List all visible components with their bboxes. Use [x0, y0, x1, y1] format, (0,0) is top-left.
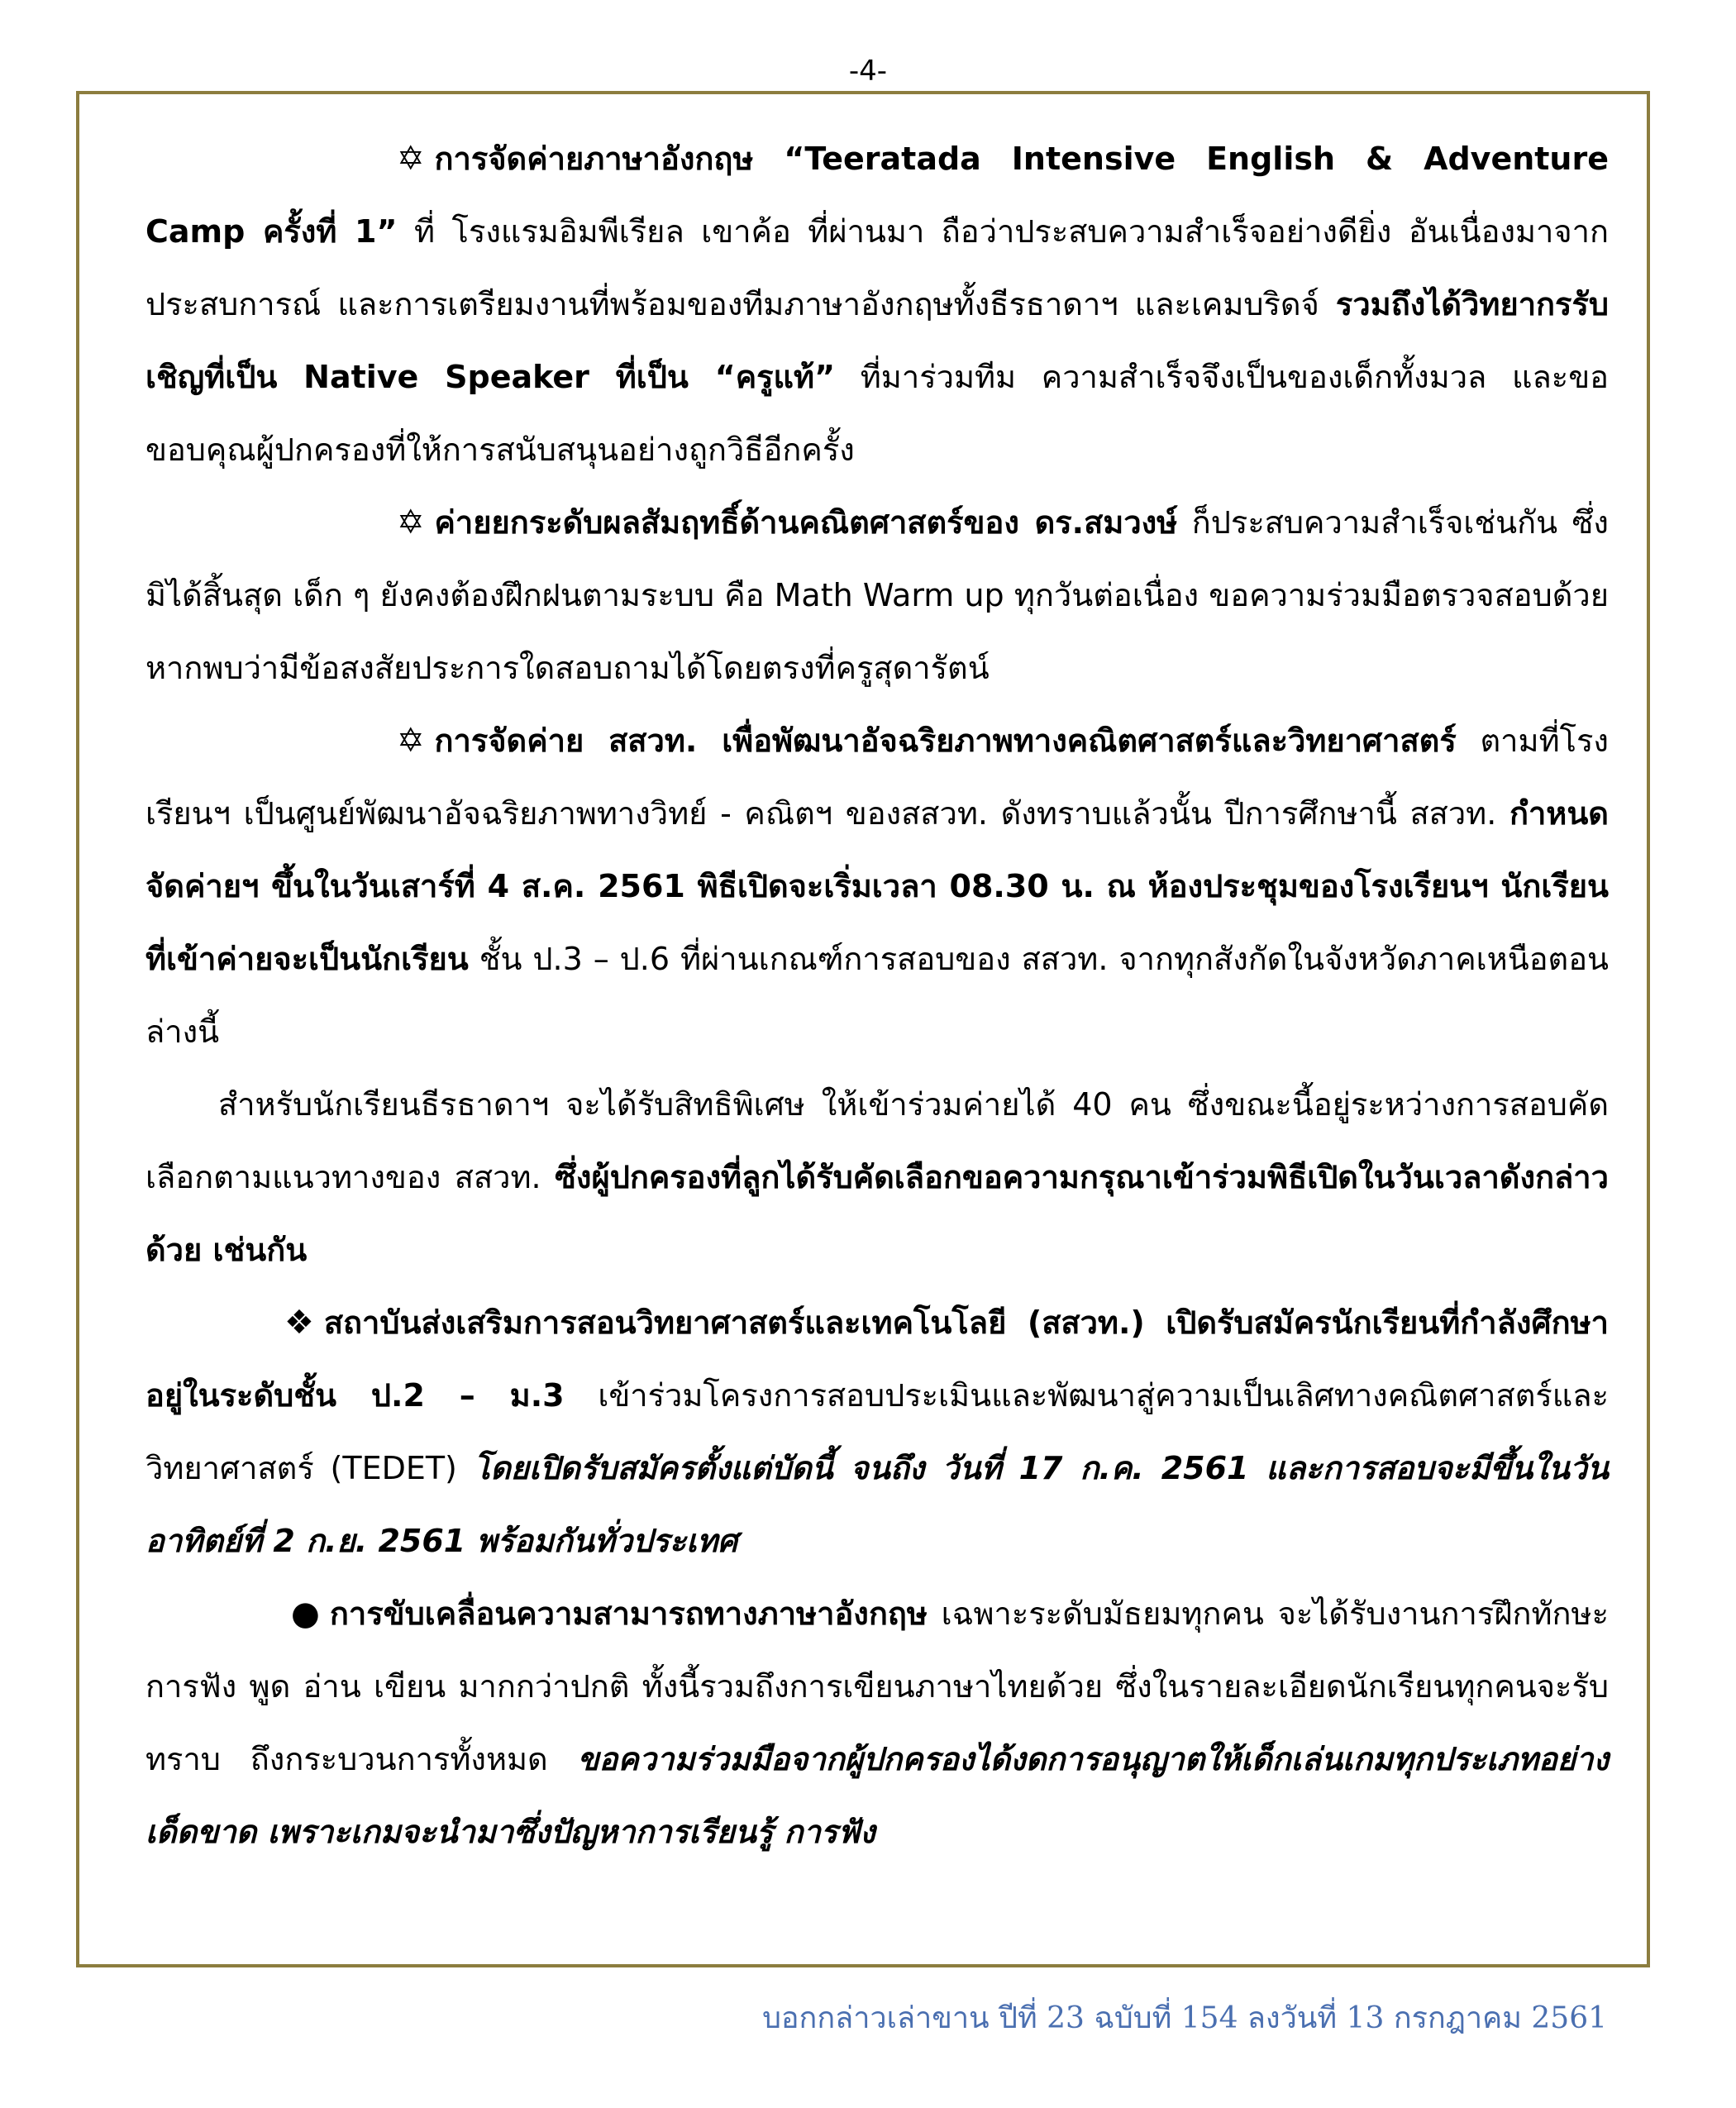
ipst-camp-title: การจัดค่าย สสวท. เพื่อพัฒนาอัจฉริยภาพทางคณิตศาสตร์และวิทยาศาสตร์	[434, 723, 1457, 759]
bullet-icon: ●	[291, 1595, 320, 1633]
english-camp-text: ที่ โรงแรมอิมพีเรียล เขาค้อ ที่ผ่านมา ถือว่าประสบความสำเร็จอย่างดียิ่ง อันเนื่องมาจากประสบการณ์ และการเตรียมงานที่พร้อมของทีมภาษาอังกฤษทั้งธีรธาดาฯ และเคมบริดจ์	[145, 213, 1610, 322]
paragraph-tedet	[145, 1286, 1609, 1577]
ipst-quota-request: ซึ่งผู้ปกครองที่ลูกได้รับคัดเลือกขอความกรุณาเข้าร่วมพิธีเปิดในวันเวลาดังกล่าวด้วย เช่นกัน	[145, 1159, 1609, 1268]
newsletter-body	[145, 122, 1609, 1868]
tedet-text: เข้าร่วมโครงการสอบประเมินและพัฒนาสู่ความเป็นเลิศทางคณิตศาสตร์และวิทยาศาสตร์ (TEDET)	[145, 1377, 1609, 1486]
english-camp-title: การจัดค่ายภาษาอังกฤษ “Teeratada Intensive English & Adventure Camp ครั้งที่ 1”	[145, 141, 1609, 250]
english-camp-highlight: รวมถึงได้วิทยากรรับเชิญที่เป็น Native Speaker ที่เป็น “ครูแท้”	[145, 286, 1609, 395]
ipst-camp-schedule: กำหนดจัดค่ายฯ ขึ้นในวันเสาร์ที่ 4 ส.ค. 2561 พิธีเปิดจะเริ่มเวลา 08.30 น. ณ ห้องประชุมของโรงเรียนฯ นักเรียนที่เข้าค่ายจะเป็นนักเรียน	[145, 795, 1609, 977]
paragraph-english-drive	[145, 1577, 1609, 1868]
math-camp-title: ค่ายยกระดับผลสัมฤทธิ์ด้านคณิตศาสตร์ของ ดร.สมวงษ์	[434, 504, 1178, 541]
paragraph-english-camp	[145, 122, 1609, 486]
star-of-david-icon: ✡	[397, 722, 425, 760]
newsletter-footer: บอกกล่าวเล่าขาน ปีที่ 23 ฉบับที่ 154 ลงวันที่ 13 กรกฎาคม 2561	[762, 2001, 1607, 2035]
page-number: -4-	[848, 55, 888, 88]
english-drive-request: ขอความร่วมมือจากผู้ปกครองได้งดการอนุญาตให้เด็กเล่นเกมทุกประเภทอย่างเด็ดขาด เพราะเกมจะนำมาซึ่งปัญหาการเรียนรู้ การฟัง	[145, 1741, 1609, 1850]
paragraph-ipst-camp	[145, 704, 1609, 1068]
star-of-david-icon: ✡	[397, 140, 425, 178]
paragraph-ipst-quota	[145, 1068, 1609, 1286]
paragraph-math-camp	[145, 486, 1609, 704]
tedet-dates: โดยเปิดรับสมัครตั้งแต่บัดนี้ จนถึง วันที่ 17 ก.ค. 2561 และการสอบจะมีขึ้นในวันอาทิตย์ที่ 2 ก.ย. 2561 พร้อมกันทั่วประเทศ	[145, 1450, 1610, 1559]
ipst-camp-eligibility: ชั้น ป.3 – ป.6 ที่ผ่านเกณฑ์การสอบของ สสวท. จากทุกสังกัดในจังหวัดภาคเหนือตอนล่างนี้	[145, 941, 1609, 1050]
english-camp-closing: ที่มาร่วมทีม ความสำเร็จจึงเป็นของเด็กทั้งมวล และขอขอบคุณผู้ปกครองที่ให้การสนับสนุนอย่างถูกวิธีอีกครั้ง	[145, 359, 1610, 468]
english-drive-text: เฉพาะระดับมัธยมทุกคน จะได้รับงานการฝึกทักษะการฟัง พูด อ่าน เขียน มากกว่าปกติ ทั้งนี้รวมถึงการเขียนภาษาไทยด้วย ซึ่งในรายละเอียดนักเรียนทุกคนจะรับทราบ ถึงกระบวนการทั้งหมด	[145, 1595, 1609, 1777]
star-of-david-icon: ✡	[397, 503, 425, 541]
math-camp-text: ก็ประสบความสำเร็จเช่นกัน ซึ่งมิได้สิ้นสุด เด็ก ๆ ยังคงต้องฝึกฝนตามระบบ คือ Math Warm up ทุกวันต่อเนื่อง ขอความร่วมมือตรวจสอบด้วย หากพบว่ามีข้อสงสัยประการใดสอบถามได้โดยตรงที่ครูสุดารัตน์	[145, 504, 1609, 686]
english-drive-title: การขับเคลื่อนความสามารถทางภาษาอังกฤษ	[329, 1595, 928, 1632]
ipst-quota-text: สำหรับนักเรียนธีรธาดาฯ จะได้รับสิทธิพิเศษ ให้เข้าร่วมค่ายได้ 40 คน ซึ่งขณะนี้อยู่ระหว่างการสอบคัดเลือกตามแนวทางของ สสวท.	[145, 1086, 1609, 1195]
tedet-title: สถาบันส่งเสริมการสอนวิทยาศาสตร์และเทคโนโลยี (สสวท.) เปิดรับสมัครนักเรียนที่กำลังศึกษาอยู่ในระดับชั้น ป.2 – ม.3	[145, 1304, 1609, 1414]
ipst-camp-text: ตามที่โรงเรียนฯ เป็นศูนย์พัฒนาอัจฉริยภาพทางวิทย์ - คณิตฯ ของสสวท. ดังทราบแล้วนั้น ปีการศึกษานี้ สสวท.	[145, 723, 1609, 832]
diamond-bullet-icon: ❖	[284, 1304, 314, 1342]
